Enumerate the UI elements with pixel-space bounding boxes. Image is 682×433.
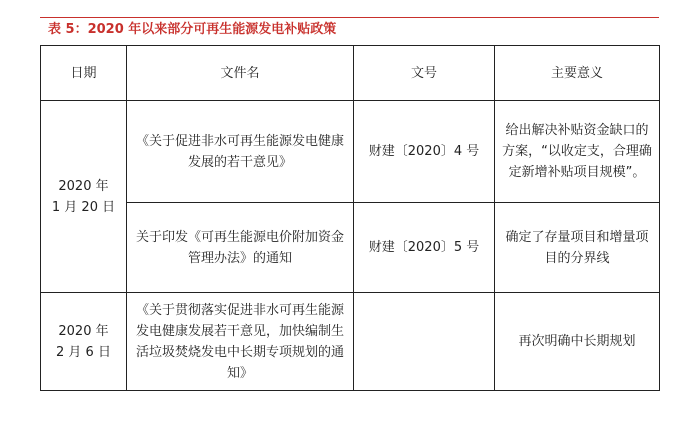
date-day: 1 月 20 日	[51, 199, 116, 215]
header-document: 文件名	[127, 46, 354, 101]
document-cell: 《关于促进非水可再生能源发电健康发展的若干意见》	[127, 101, 354, 203]
header-number: 文号	[354, 46, 495, 101]
number-cell: 财建〔2020〕5 号	[354, 203, 495, 293]
table-row	[41, 293, 660, 391]
date-cell	[41, 101, 127, 293]
table-caption: 表 5：2020 年以来部分可再生能源发电补贴政策	[48, 22, 337, 37]
significance-cell: 再次明确中长期规划	[495, 293, 660, 391]
document-cell: 关于印发《可再生能源电价附加资金管理办法》的通知	[127, 203, 354, 293]
date-year: 2020 年	[58, 178, 109, 194]
date-year: 2020 年	[58, 323, 109, 339]
table-row	[41, 203, 660, 293]
header-date: 日期	[41, 46, 127, 101]
number-cell	[354, 293, 495, 391]
number-cell: 财建〔2020〕4 号	[354, 101, 495, 203]
significance-cell: 给出解决补贴资金缺口的方案，“以收定支，合理确定新增补贴项目规模”。	[495, 101, 660, 203]
significance-cell: 确定了存量项目和增量项目的分界线	[495, 203, 660, 293]
table-row	[41, 101, 660, 203]
policy-table	[40, 45, 660, 391]
top-divider	[40, 17, 659, 18]
document-cell: 《关于贯彻落实促进非水可再生能源发电健康发展若干意见，加快编制生活垃圾焚烧发电中长期专项规划的通知》	[127, 293, 354, 391]
date-cell	[41, 293, 127, 391]
table-header-row	[41, 46, 660, 101]
date-day: 2 月 6 日	[56, 344, 111, 360]
header-significance: 主要意义	[495, 46, 660, 101]
